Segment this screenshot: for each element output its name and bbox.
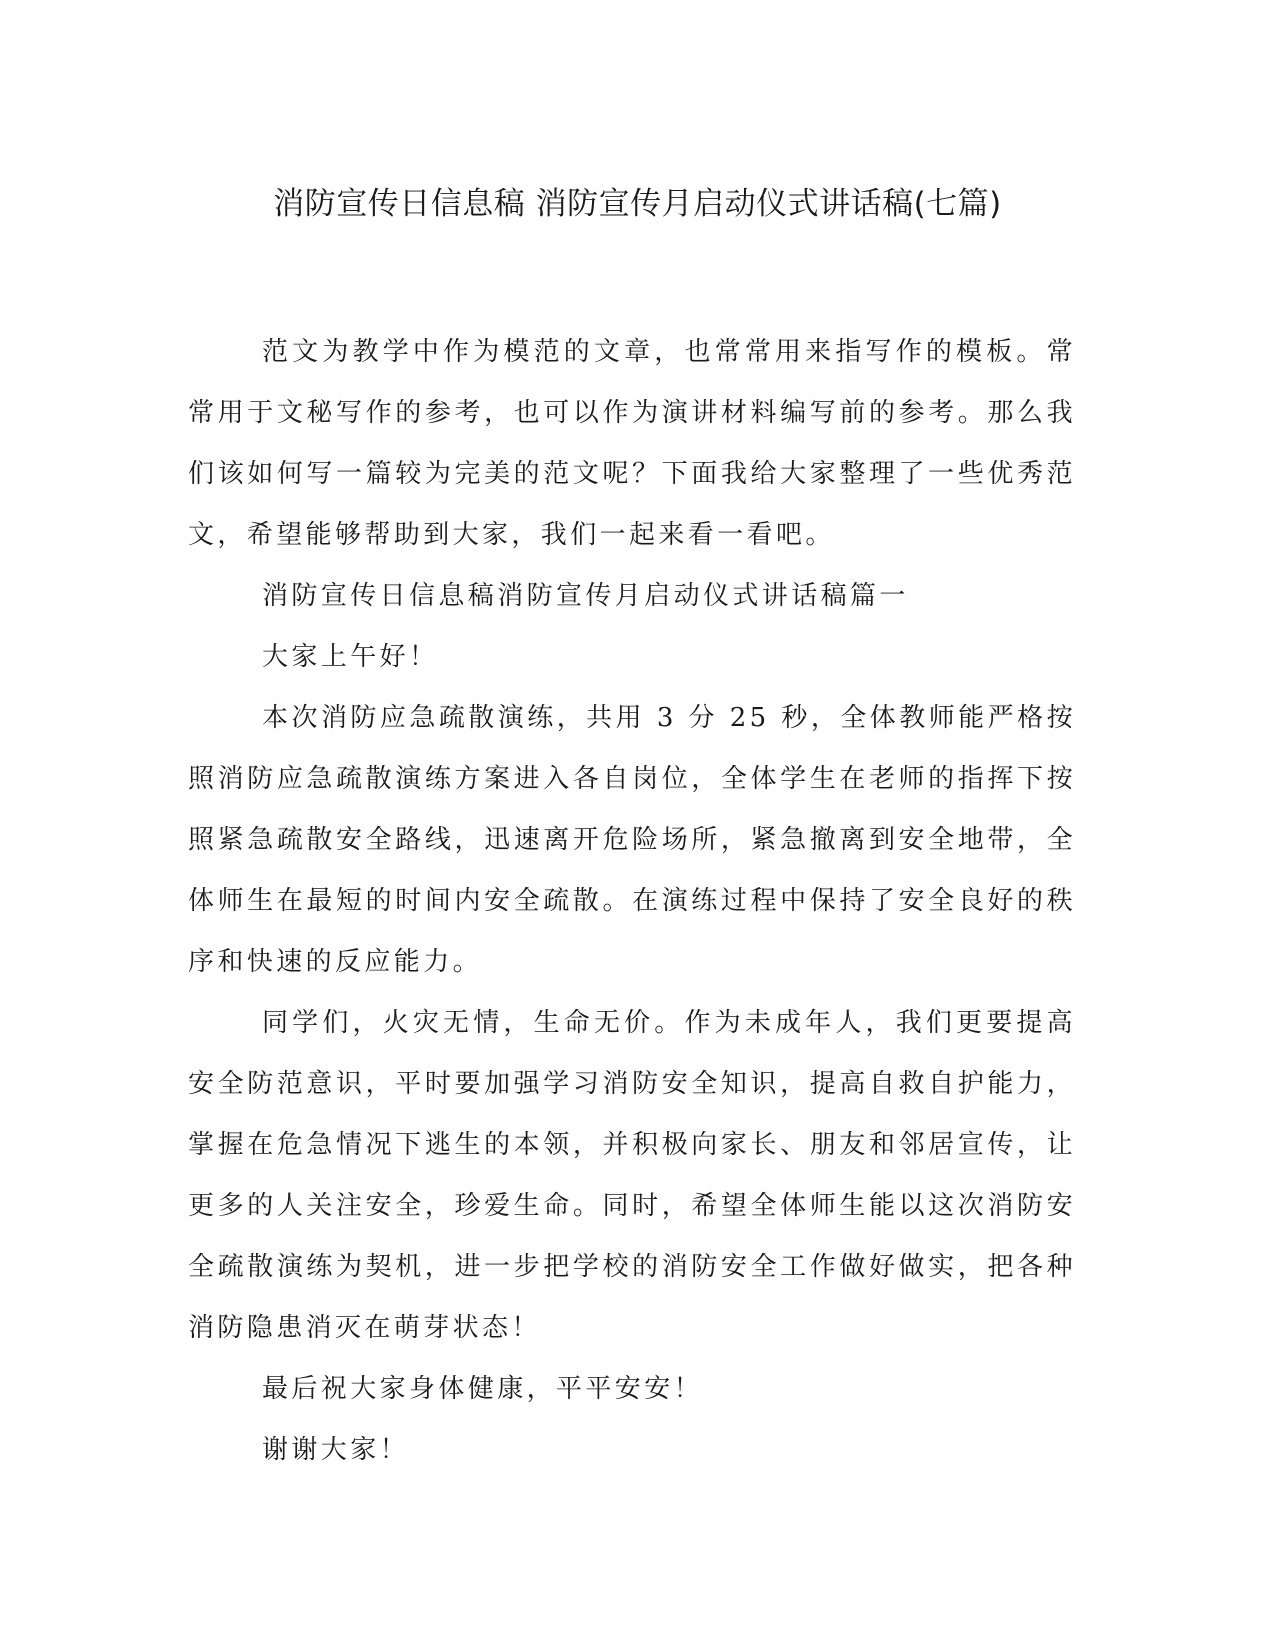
paragraph-intro: 范文为教学中作为模范的文章，也常常用来指写作的模板。常常用于文秘写作的参考，也可以作为演讲材料编写前的参考。那么我们该如何写一篇较为完美的范文呢？下面我给大家整理了一些优秀范文，希望能够帮助到大家，我们一起来看一看吧。	[188, 337, 1076, 550]
paragraph-closing-wish: 最后祝大家身体健康，平平安安！	[262, 1374, 704, 1404]
document-body	[188, 322, 1076, 1481]
document-title: 消防宣传日信息稿 消防宣传月启动仪式讲话稿(七篇)	[273, 186, 1002, 222]
paragraph-drill-summary: 本次消防应急疏散演练，共用 3 分 25 秒，全体教师能严格按照消防应急疏散演练方案进入各自岗位，全体学生在老师的指挥下按照紧急疏散安全路线，迅速离开危险场所，紧急撤离到安全地带，全体师生在最短的时间内安全疏散。在演练过程中保持了安全良好的秩序和快速的反应能力。	[188, 703, 1076, 977]
paragraph-thanks: 谢谢大家！	[262, 1435, 410, 1465]
paragraph-greeting: 大家上午好！	[262, 642, 439, 672]
paragraph-section-heading: 消防宣传日信息稿消防宣传月启动仪式讲话稿篇一	[262, 581, 909, 611]
paragraph-safety-appeal: 同学们，火灾无情，生命无价。作为未成年人，我们更要提高安全防范意识，平时要加强学习消防安全知识，提高自救自护能力，掌握在危急情况下逃生的本领，并积极向家长、朋友和邻居宣传，让更多的人关注安全，珍爱生命。同时，希望全体师生能以这次消防安全疏散演练为契机，进一步把学校的消防安全工作做好做实，把各种消防隐患消灭在萌芽状态！	[188, 1008, 1076, 1343]
